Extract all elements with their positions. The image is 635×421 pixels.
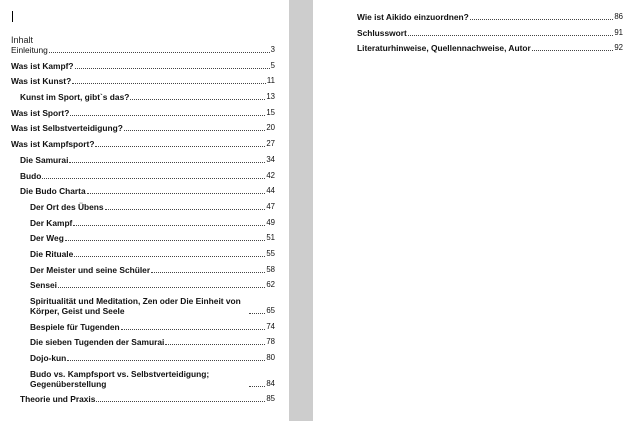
toc-entry-title: Budo vs. Kampfsport vs. Selbstverteidigung; Gegenüberstellung [30, 368, 210, 389]
toc-entry[interactable] [11, 76, 275, 86]
toc-entry-title: Wie ist Aikido einzuordnen? [357, 12, 469, 22]
toc-page-number: 47 [266, 201, 275, 211]
toc-entry-title: Was ist Kampfsport? [11, 139, 95, 150]
toc-entry[interactable] [11, 61, 275, 71]
toc-page-number: 86 [614, 12, 623, 21]
toc-leader-dots [130, 99, 265, 100]
toc-entry-title: Spiritualität und Meditation, Zen oder Die Einheit von Körper, Geist und Seele [30, 296, 241, 316]
toc-entry[interactable] [11, 171, 275, 181]
toc-page-number: 78 [266, 337, 275, 347]
toc-leader-dots [58, 287, 265, 288]
toc-entry-title: Kunst im Sport, gibt`s das? [20, 92, 130, 103]
toc-entry[interactable] [11, 186, 275, 196]
toc-leader-dots [532, 50, 614, 51]
toc-entry-title: Budo [20, 170, 42, 181]
toc-page-number: 20 [266, 123, 275, 133]
toc-entry-title: Was ist Selbstverteidigung? [11, 123, 123, 134]
text-cursor [12, 11, 13, 22]
toc-entry[interactable] [357, 28, 623, 38]
toc-entry-title: Was ist Kampf? [11, 60, 74, 71]
toc-entry[interactable] [11, 155, 275, 165]
toc-page-number: 65 [266, 306, 275, 315]
toc-entry-title: Einleitung [11, 45, 48, 55]
toc-leader-dots [67, 360, 265, 361]
toc-page-number: 5 [270, 60, 275, 70]
toc-entry[interactable] [11, 202, 275, 212]
toc-page-number: 58 [266, 264, 275, 274]
toc-page-number: 3 [270, 45, 275, 54]
toc-page-number: 13 [266, 92, 275, 102]
toc-page-number: 34 [266, 154, 275, 164]
toc-entry[interactable] [11, 322, 275, 332]
toc-entry-title: Die Budo Charta [20, 186, 86, 197]
toc-leader-dots [70, 115, 265, 116]
toc-leader-dots [65, 240, 265, 241]
toc-entry[interactable] [11, 233, 275, 243]
toc-page-number: 49 [266, 217, 275, 227]
toc-entry-title: Die sieben Tugenden der Samurai [30, 337, 165, 348]
toc-heading: Inhalt [11, 35, 34, 45]
toc-page-number: 84 [266, 378, 275, 388]
toc-entry-title: Literaturhinweise, Quellennachweise, Autor [357, 43, 531, 54]
toc-leader-dots [75, 68, 270, 69]
toc-leader-dots [72, 83, 266, 84]
page-gap [289, 0, 313, 421]
toc-page-number: 85 [266, 394, 275, 404]
toc-entry-title: Theorie und Praxis [20, 394, 96, 405]
toc-entry[interactable] [11, 353, 275, 363]
toc-entry-title: Der Weg [30, 233, 64, 244]
toc-entry[interactable] [11, 249, 275, 259]
toc-leader-dots [151, 272, 265, 273]
toc-entry[interactable] [357, 43, 623, 53]
toc-entry[interactable] [11, 296, 275, 316]
toc-leader-dots [470, 19, 614, 20]
toc-leader-dots [124, 130, 265, 131]
toc-entry[interactable] [11, 92, 275, 102]
toc-entry[interactable] [11, 280, 275, 290]
toc-entry[interactable] [11, 265, 275, 275]
toc-page-number: 62 [266, 280, 275, 290]
toc-entry[interactable] [11, 139, 275, 149]
toc-entry-title: Was ist Kunst? [11, 76, 72, 87]
toc-leader-dots [49, 52, 270, 53]
toc-leader-dots [87, 193, 266, 194]
toc-leader-dots [249, 386, 265, 387]
document-page-left[interactable] [0, 0, 289, 421]
toc-page-number: 44 [266, 186, 275, 196]
toc-entry[interactable] [357, 12, 623, 22]
toc-page-number: 91 [614, 27, 623, 37]
toc-entry[interactable] [11, 218, 275, 228]
toc-entry[interactable] [11, 108, 275, 118]
toc-leader-dots [105, 209, 266, 210]
toc-leader-dots [249, 313, 265, 314]
toc-page-number: 11 [266, 76, 275, 86]
table-of-contents-continued [357, 12, 623, 59]
toc-entry-title: Bespiele für Tugenden [30, 321, 120, 332]
toc-entry-title: Dojo-kun [30, 353, 67, 364]
toc-page-number: 74 [266, 321, 275, 331]
toc-entry-title: Was ist Sport? [11, 107, 70, 118]
toc-page-number: 55 [266, 248, 275, 258]
toc-page-number: 42 [266, 170, 275, 180]
toc-entry[interactable] [11, 369, 275, 389]
toc-entry-title: Die Rituale [30, 248, 74, 259]
toc-leader-dots [121, 329, 266, 330]
toc-page-number: 51 [266, 233, 275, 243]
toc-leader-dots [165, 344, 265, 345]
toc-entry-title: Der Kampf [30, 217, 73, 228]
toc-page-number: 27 [266, 139, 275, 149]
toc-leader-dots [73, 225, 265, 226]
toc-page-number: 15 [266, 107, 275, 117]
toc-leader-dots [74, 256, 265, 257]
toc-leader-dots [96, 401, 265, 402]
table-of-contents [11, 45, 275, 410]
document-page-right[interactable] [313, 0, 635, 421]
toc-page-number: 92 [614, 43, 623, 53]
toc-entry-title: Der Ort des Übens [30, 201, 104, 212]
toc-leader-dots [408, 35, 614, 36]
toc-leader-dots [69, 162, 265, 163]
toc-entry-title: Die Samurai [20, 154, 69, 165]
toc-entry[interactable] [11, 394, 275, 404]
toc-entry-title: Sensei [30, 280, 58, 291]
toc-leader-dots [95, 146, 265, 147]
toc-page-number: 80 [266, 353, 275, 363]
toc-leader-dots [42, 178, 265, 179]
toc-entry-title: Schlusswort [357, 27, 407, 38]
toc-entry[interactable] [11, 45, 275, 55]
toc-entry[interactable] [11, 123, 275, 133]
toc-entry-title: Der Meister und seine Schüler [30, 264, 151, 275]
toc-entry[interactable] [11, 337, 275, 347]
